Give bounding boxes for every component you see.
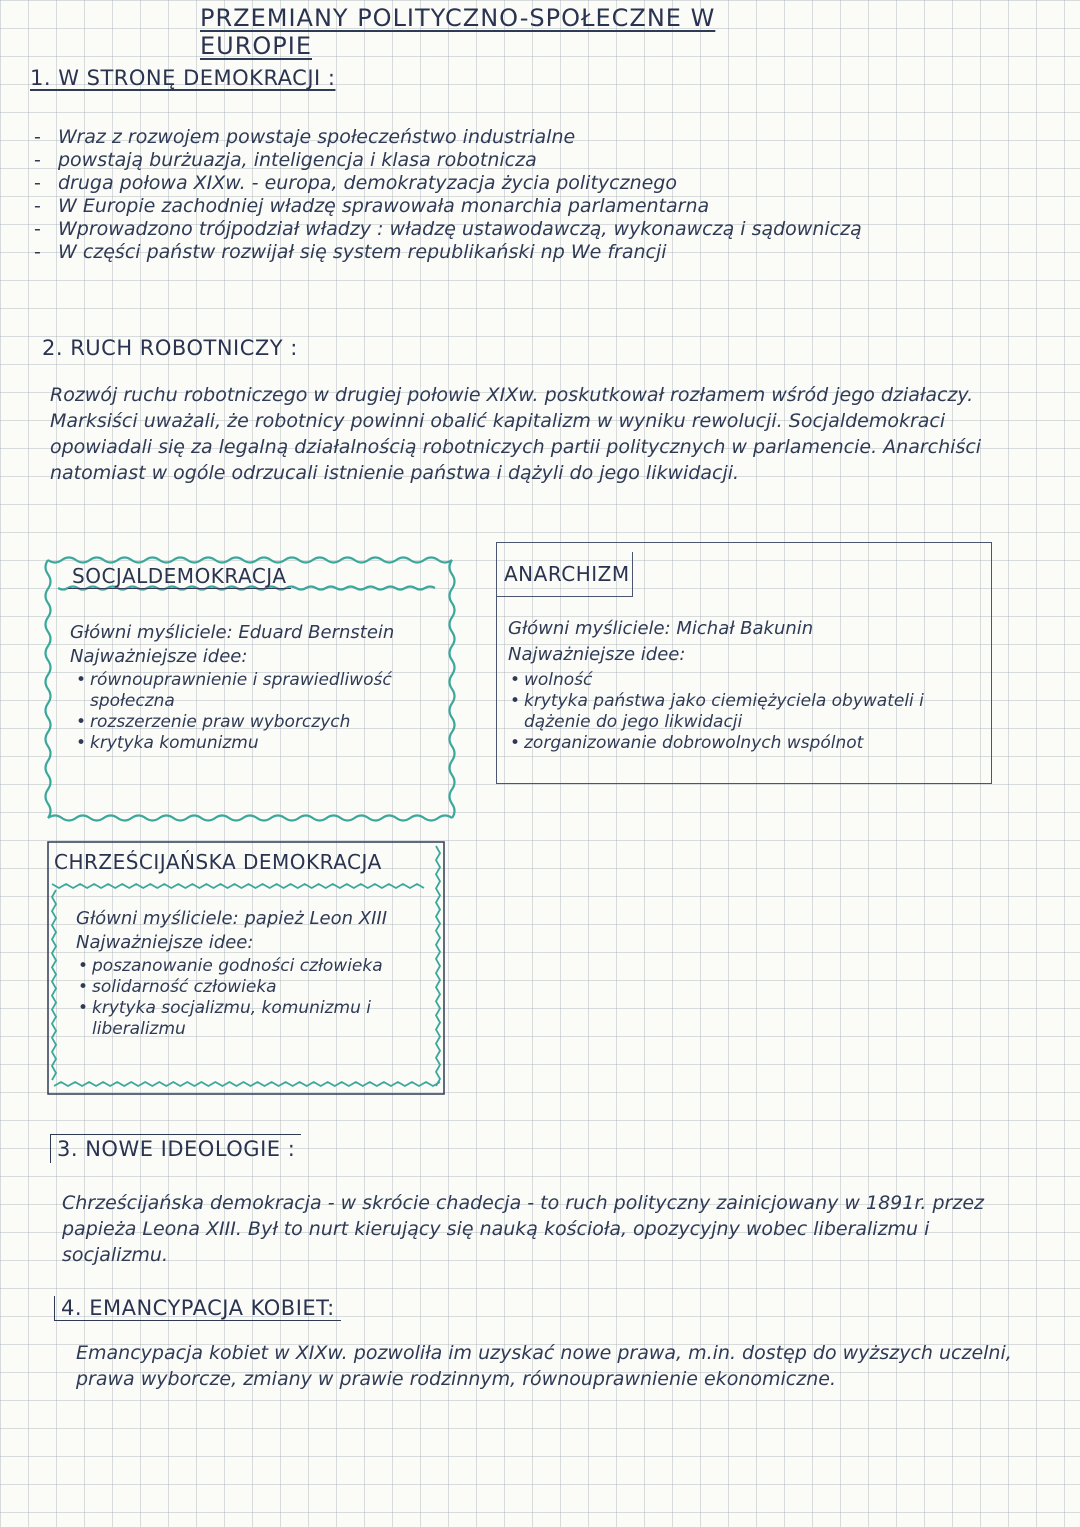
socjaldemokracja-ideas-list (74, 670, 424, 754)
list-item: • solidarność człowieka (76, 977, 416, 998)
section3-paragraph: Chrześcijańska demokracja - w skrócie chadecja - to ruch polityczny zainicjowany w 1891r. przez papieża Leona XIII. Był to nurt kierujący się nauką kościoła, opozycyjny wobec liberalizmu i socjalizmu. (62, 1192, 984, 1266)
socjaldemokracja-ideas-label: Najważniejsze idee: (70, 646, 248, 667)
list-item: - Wprowadzono trójpodział władzy : władzę ustawodawczą, wykonawczą i sądowniczą (30, 218, 1040, 241)
anarchizm-ideas-list (508, 670, 982, 754)
section4-paragraph: Emancypacja kobiet w XIXw. pozwoliła im uzyskać nowe prawa, m.in. dostęp do wyższych uczelni, prawa wyborcze, zmiany w prawie rodzinnym, równouprawnienie ekonomiczne. (76, 1342, 1012, 1390)
list-item: - Wraz z rozwojem powstaje społeczeństwo industrialne (30, 126, 1040, 149)
list-item: - W Europie zachodniej władzę sprawowała monarchia parlamentarna (30, 195, 1040, 218)
anarchizm-thinkers: Główni myśliciele: Michał Bakunin (508, 618, 814, 639)
frame-stroke (48, 558, 452, 563)
frame-stroke (48, 816, 452, 821)
section1-heading: 1. W STRONĘ DEMOKRACJI : (30, 66, 336, 90)
anarchizm-ideas-label: Najważniejsze idee: (508, 644, 686, 665)
page-title: PRZEMIANY POLITYCZNO-SPOŁECZNE W EUROPIE (200, 4, 716, 60)
section1-list (30, 126, 1040, 264)
list-item: • poszanowanie godności człowieka (76, 956, 416, 977)
chrzescijanska-ideas-label: Najważniejsze idee: (76, 932, 254, 953)
list-item: • równouprawnienie i sprawiedliwość społeczna (74, 670, 424, 712)
list-item: - powstają burżuazja, inteligencja i klasa robotnicza (30, 149, 1040, 172)
chrzescijanska-title: CHRZEŚCIJAŃSKA DEMOKRACJA (54, 850, 382, 874)
list-item: • rozszerzenie praw wyborczych (74, 712, 424, 733)
list-item: • krytyka państwa jako ciemiężyciela obywateli i dążenie do jego likwidacji (508, 691, 982, 733)
section2-paragraph: Rozwój ruchu robotniczego w drugiej połowie XIXw. poskutkował rozłamem wśród jego działaczy. Marksiści uważali, że robotnicy powinni obalić kapitalizm w wyniku rewolucji. Socjaldemokraci opowiadali się za legalną działalnością robotniczych partii politycznych w parlamencie. Anarchiści natomiast w ogóle odrzucali istnienie państwa i dążyli do jego likwidacji. (50, 384, 982, 484)
section2-heading: 2. RUCH ROBOTNICZY : (42, 336, 298, 360)
frame-stroke (46, 560, 51, 818)
list-item: • krytyka socjalizmu, komunizmu i liberalizmu (76, 998, 416, 1040)
list-item: • krytyka komunizmu (74, 733, 424, 754)
frame-stroke (436, 846, 440, 1086)
section3-heading: 3. NOWE IDEOLOGIE : (50, 1134, 301, 1163)
list-item: - druga połowa XIXw. - europa, demokratyzacja życia politycznego (30, 172, 1040, 195)
frame-stroke (52, 890, 56, 1080)
list-item: • zorganizowanie dobrowolnych wspólnot (508, 733, 982, 754)
frame-stroke (54, 1082, 440, 1086)
chrzescijanska-thinkers: Główni myśliciele: papież Leon XIII (76, 908, 388, 929)
socjaldemokracja-thinkers: Główni myśliciele: Eduard Bernstein (70, 622, 395, 643)
frame-stroke (52, 884, 424, 888)
socjaldemokracja-title: SOCJALDEMOKRACJA (68, 564, 291, 589)
anarchizm-title: ANARCHIZM (504, 562, 630, 586)
list-item: - W części państw rozwijał się system republikański np We francji (30, 241, 1040, 264)
section4-heading: 4. EMANCYPACJA KOBIET: (54, 1296, 341, 1321)
list-item: • wolność (508, 670, 982, 691)
chrzescijanska-ideas-list (76, 956, 416, 1040)
frame-stroke (450, 560, 455, 818)
